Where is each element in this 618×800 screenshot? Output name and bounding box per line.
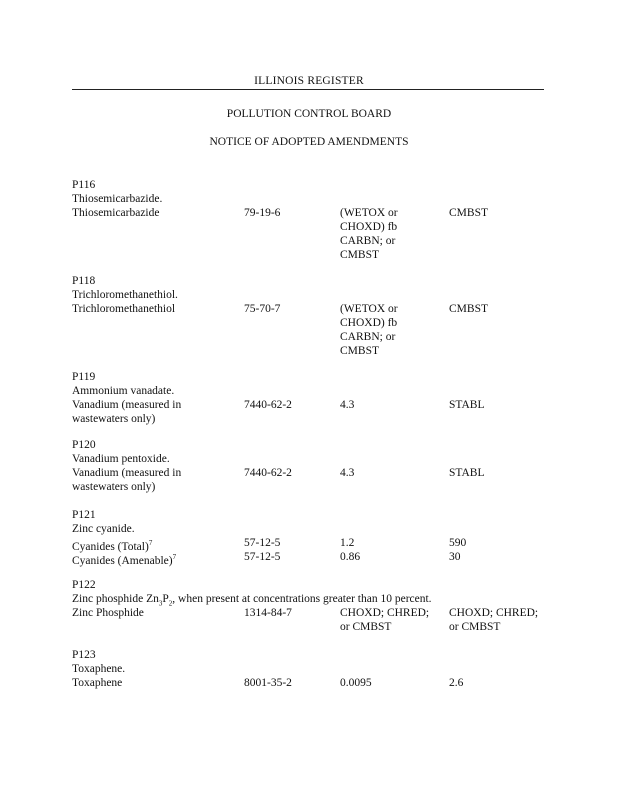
- wastewater-standard: CMBST: [340, 249, 379, 261]
- nonwastewater-standard: STABL: [449, 467, 485, 479]
- waste-name-part: Zinc phosphide Zn: [72, 593, 159, 605]
- waste-code: P121: [72, 509, 96, 521]
- wastewater-standard: CARBN; or: [340, 235, 396, 247]
- nonwastewater-standard: CMBST: [449, 207, 488, 219]
- wastewater-standard: 4.3: [340, 399, 355, 411]
- wastewater-standard: CARBN; or: [340, 331, 396, 343]
- wastewater-standard: 1.2: [340, 537, 355, 549]
- notice-title: NOTICE OF ADOPTED AMENDMENTS: [209, 136, 409, 148]
- waste-name: Ammonium vanadate.: [72, 385, 175, 397]
- nonwastewater-standard: CHOXD; CHRED;: [449, 607, 539, 619]
- cas-number: 79-19-6: [244, 207, 281, 219]
- waste-name-part: P: [162, 593, 169, 605]
- footnote-marker: 7: [172, 553, 177, 561]
- wastewater-standard: 4.3: [340, 467, 355, 479]
- waste-code: P122: [72, 579, 96, 591]
- register-title: ILLINOIS REGISTER: [254, 75, 364, 87]
- constituent: Trichloromethanethiol: [72, 303, 176, 315]
- cas-number: 57-12-5: [244, 537, 281, 549]
- subscript: 3: [158, 599, 163, 608]
- constituent: Toxaphene: [72, 677, 123, 689]
- wastewater-standard: 0.0095: [340, 677, 372, 689]
- cas-number: 1314-84-7: [244, 607, 292, 619]
- cas-number: 8001-35-2: [244, 677, 292, 689]
- waste-code: P118: [72, 275, 96, 287]
- nonwastewater-standard: CMBST: [449, 303, 488, 315]
- wastewater-standard: (WETOX or: [340, 207, 398, 219]
- waste-code: P119: [72, 371, 96, 383]
- wastewater-standard: CMBST: [340, 345, 379, 357]
- constituent: Vanadium (measured in: [72, 399, 182, 411]
- constituent: Thiosemicarbazide: [72, 207, 160, 219]
- nonwastewater-standard: or CMBST: [449, 621, 501, 633]
- subscript: 2: [168, 599, 173, 608]
- nonwastewater-standard: 2.6: [449, 677, 464, 689]
- waste-name: Vanadium pentoxide.: [72, 453, 170, 465]
- cas-number: 7440-62-2: [244, 399, 292, 411]
- waste-name: Zinc cyanide.: [72, 523, 135, 535]
- constituent-row: [72, 550, 176, 568]
- nonwastewater-standard: 590: [449, 537, 467, 549]
- wastewater-standard: (WETOX or: [340, 303, 398, 315]
- waste-code: P123: [72, 649, 96, 661]
- cas-number: 7440-62-2: [244, 467, 292, 479]
- nonwastewater-standard: 30: [449, 551, 461, 563]
- cas-number: 57-12-5: [244, 551, 281, 563]
- constituent: Zinc Phosphide: [72, 607, 144, 619]
- waste-code: P120: [72, 439, 96, 451]
- board-title: POLLUTION CONTROL BOARD: [226, 108, 392, 120]
- constituent: Cyanides (Total): [72, 540, 149, 553]
- nonwastewater-standard: STABL: [449, 399, 485, 411]
- waste-name: Thiosemicarbazide.: [72, 193, 163, 205]
- cas-number: 75-70-7: [244, 303, 281, 315]
- constituent: wastewaters only): [72, 413, 156, 425]
- waste-name: Toxaphene.: [72, 663, 126, 675]
- waste-name: Trichloromethanethiol.: [72, 289, 178, 301]
- footnote-marker: 7: [148, 539, 153, 547]
- wastewater-standard: 0.86: [340, 551, 361, 563]
- constituent: Cyanides (Amenable): [72, 554, 173, 567]
- waste-code: P116: [72, 179, 96, 191]
- wastewater-standard: or CMBST: [340, 621, 392, 633]
- constituent: wastewaters only): [72, 481, 156, 493]
- wastewater-standard: CHOXD) fb: [340, 221, 398, 233]
- constituent: Vanadium (measured in: [72, 467, 182, 479]
- wastewater-standard: CHOXD) fb: [340, 317, 398, 329]
- waste-name-part: , when present at concentrations greater than 10 percent.: [172, 593, 432, 605]
- wastewater-standard: CHOXD; CHRED;: [340, 607, 430, 619]
- header-rule: [72, 89, 544, 90]
